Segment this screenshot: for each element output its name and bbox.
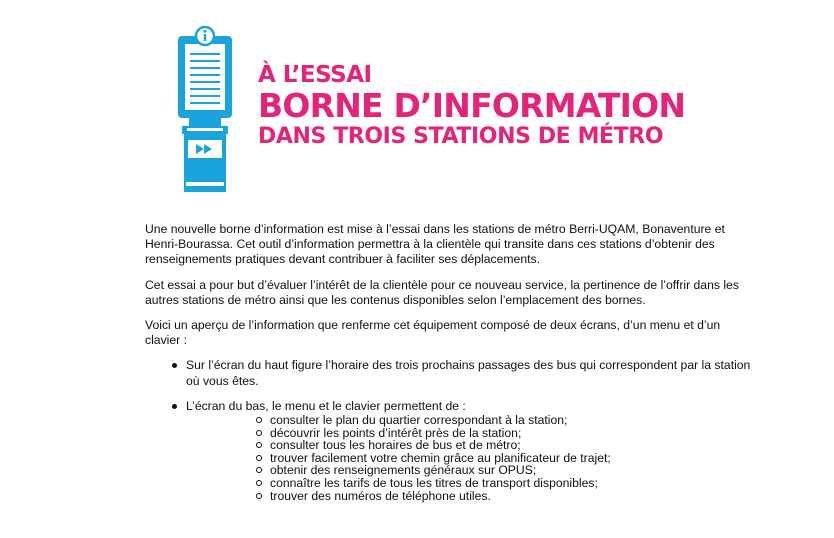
list-item-text: L’écran du bas, le menu et le clavier permettent de : [186,398,466,413]
circle-bullet-icon [256,493,262,499]
circle-bullet-icon [256,467,262,473]
sub-list-item-text: trouver facilement votre chemin grâce au planificateur de trajet; [270,450,611,465]
page-title [258,62,685,150]
sub-list-item-text: découvrir les points d’intérêt près de la station; [270,425,522,440]
title-line-2: BORNE D’INFORMATION [258,86,686,125]
circle-bullet-icon [256,442,262,448]
circle-bullet-icon [256,455,262,461]
paragraph-intro: Une nouvelle borne d’information est mise à l’essai dans les stations de métro Berri-UQAM, Bonaventure et Henri-Bourassa. Cet outil d’information permettra à la clientèle qui transite dans ces stations d’obtenir des renseignements pratiques devant contribuer à faciliter ses déplacements. [145,222,725,267]
list-item [145,358,755,388]
circle-bullet-icon [256,417,262,423]
paragraph-overview: Voici un aperçu de l’information que renferme cet équipement composé de deux écrans, d’un menu et d’un clavier : [145,318,721,348]
sub-list-item [186,490,755,503]
title-line-3: DANS TROIS STATIONS DE MÉTRO [258,124,664,149]
bullet-icon [172,404,177,409]
sub-list-item-text: consulter le plan du quartier correspondant à la station; [270,413,568,428]
sub-list-item-text: trouver des numéros de téléphone utiles. [270,488,491,503]
sub-list [186,414,755,502]
sub-list-item-text: obtenir des renseignements généraux sur OPUS; [270,463,537,478]
information-kiosk-icon [170,22,240,202]
circle-bullet-icon [256,430,262,436]
list-item-text: Sur l’écran du haut figure l’horaire des trois prochains passages des bus qui correspondent par la station où vous êtes. [186,358,751,388]
paragraph-purpose: Cet essai a pour but d’évaluer l’intérêt de la clientèle pour ce nouveau service, la pertinence de l’offrir dans les autres stations de métro ainsi que les contenus disponibles selon l’emplacement des bornes. [145,277,739,307]
bullet-icon [172,363,177,368]
list-item [145,399,755,502]
feature-list [145,358,755,502]
sub-list-item-text: consulter tous les horaires de bus et de métro; [270,438,521,453]
sub-list-item-text: connaître les tarifs de tous les titres de transport disponibles; [270,476,598,490]
title-line-1: À L’ESSAI [258,62,372,88]
circle-bullet-icon [256,480,262,486]
article-body [145,222,755,512]
